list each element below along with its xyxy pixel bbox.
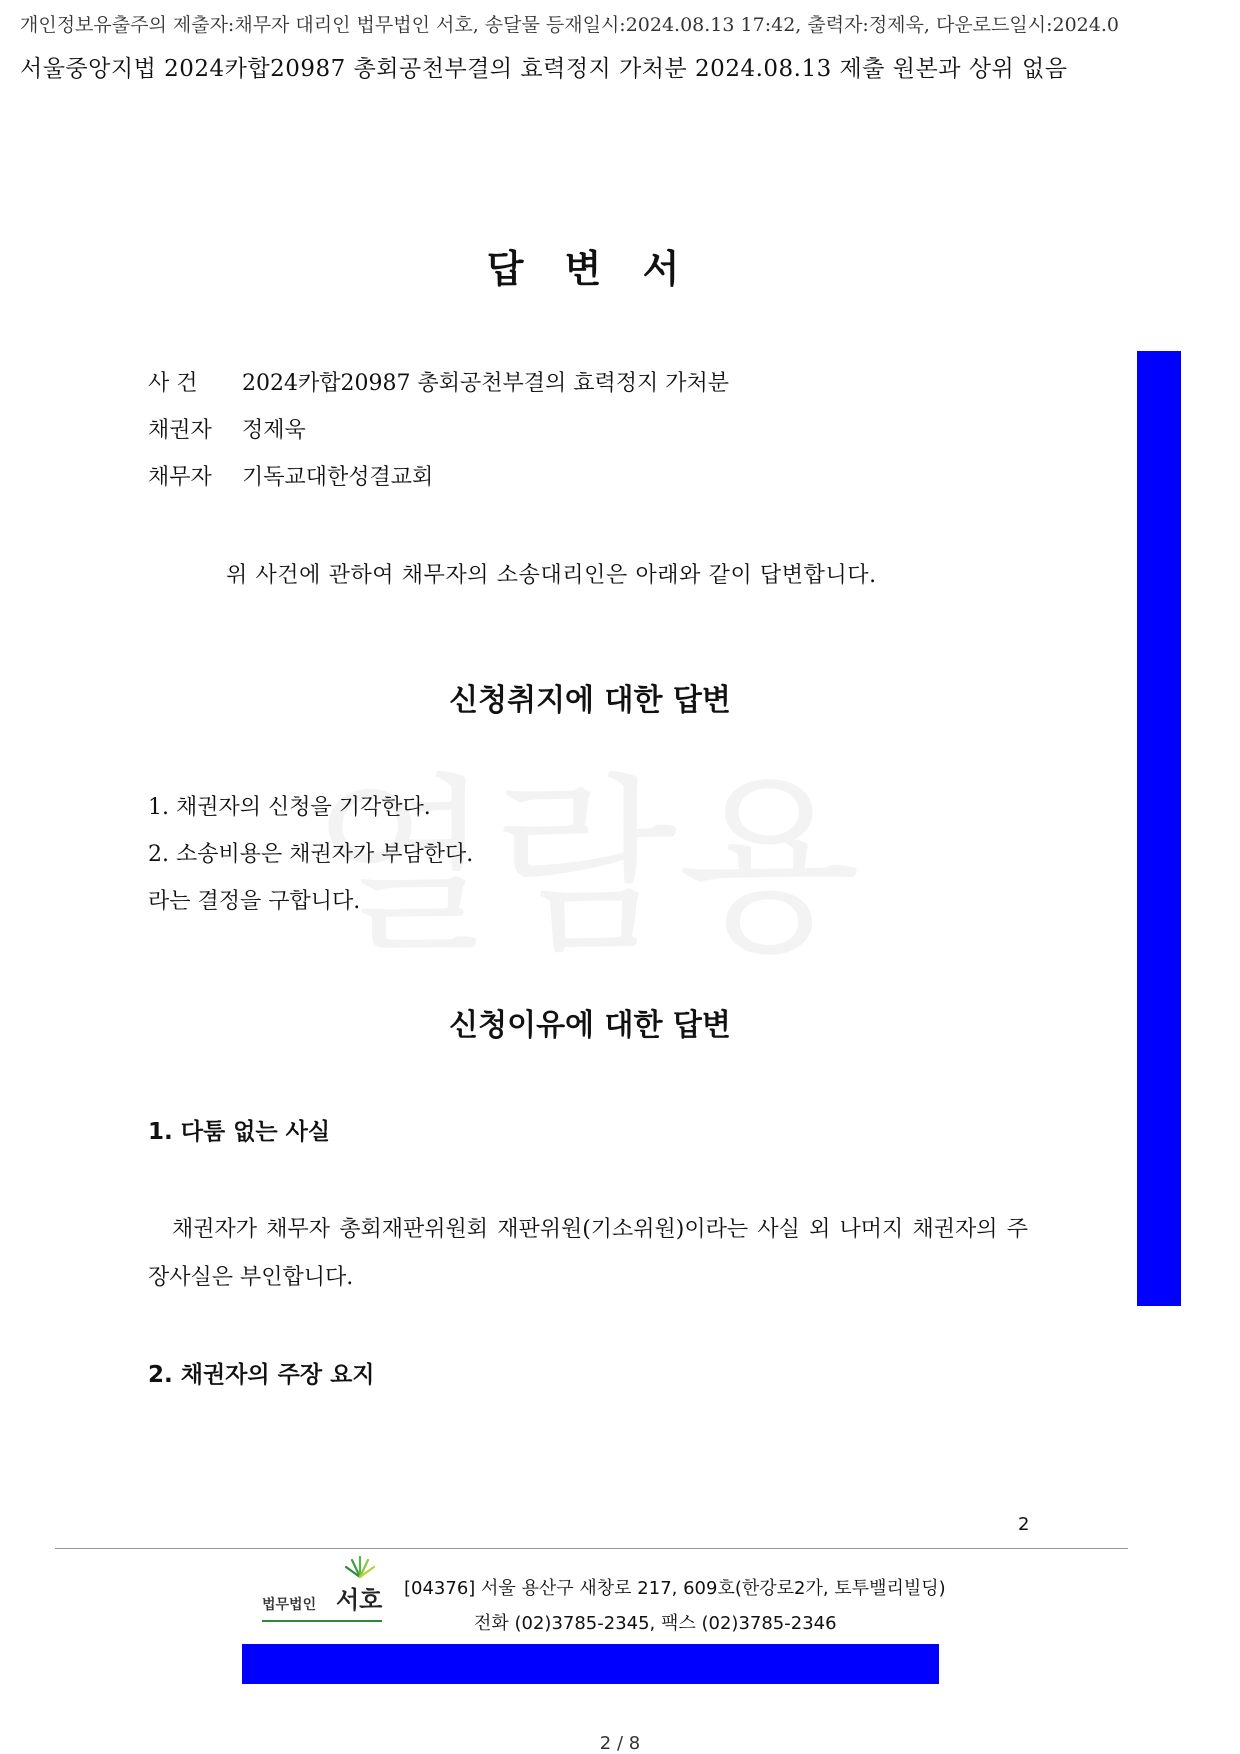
creditor-value: 정제욱	[242, 418, 306, 443]
case-info-row	[148, 366, 729, 397]
purpose-item-2: 2. 소송비용은 채권자가 부담한다.	[148, 842, 474, 867]
intro-text: 위 사건에 관하여 채무자의 소송대리인은 아래와 같이 답변합니다.	[226, 563, 877, 588]
section-heading-reason: 신청이유에 대한 답변	[449, 1008, 731, 1043]
header-court-line: 서울중앙지법 2024카합20987 총회공천부결의 효력정지 가처분 2024.08.13 제출 원본과 상위 없음	[20, 56, 1068, 82]
purpose-item-1: 1. 채권자의 신청을 기각한다.	[148, 795, 431, 820]
header-notice: 개인정보유출주의 제출자:채무자 대리인 법무법인 서호, 송달물 등재일시:2024.08.13 17:42, 출력자:정제욱, 다운로드일시:2024.0	[20, 14, 1119, 36]
section-heading-purpose: 신청취지에 대한 답변	[449, 683, 731, 718]
pager: 2 / 8	[599, 1733, 641, 1754]
footer-divider	[55, 1548, 1128, 1549]
case-label: 사 건	[148, 371, 198, 396]
purpose-closing: 라는 결정을 구합니다.	[148, 889, 361, 914]
debtor-value: 기독교대한성결교회	[242, 465, 434, 490]
footer-address: [04376] 서울 용산구 새창로 217, 609호(한강로2가, 토투밸리빌딩)	[404, 1578, 946, 1599]
document-title: 답 변 서	[486, 246, 694, 291]
footer-blue-bar	[242, 1644, 939, 1684]
subheading-undisputed: 1. 다툼 없는 사실	[148, 1119, 331, 1145]
sunburst-logo-icon	[338, 1555, 382, 1579]
firm-name: 서호	[336, 1586, 383, 1614]
firm-label: 법무법인	[262, 1597, 317, 1613]
footer-phone: 전화 (02)3785-2345, 팩스 (02)3785-2346	[474, 1613, 837, 1634]
debtor-info-row	[148, 460, 433, 491]
case-value: 2024카합20987 총회공천부결의 효력정지 가처분	[242, 371, 729, 396]
debtor-label: 채무자	[148, 465, 212, 490]
logo-underline	[262, 1620, 382, 1622]
page-number: 2	[1018, 1514, 1030, 1535]
right-blue-bar	[1137, 351, 1181, 1306]
creditor-info-row	[148, 413, 306, 444]
subheading-claim-summary: 2. 채권자의 주장 요지	[148, 1362, 375, 1388]
undisputed-paragraph: 채권자가 채무자 총회재판위원회 재판위원(기소위원)이라는 사실 외 나머지 채권자의 주장사실은 부인합니다.	[148, 1217, 1028, 1290]
creditor-label: 채권자	[148, 418, 212, 443]
